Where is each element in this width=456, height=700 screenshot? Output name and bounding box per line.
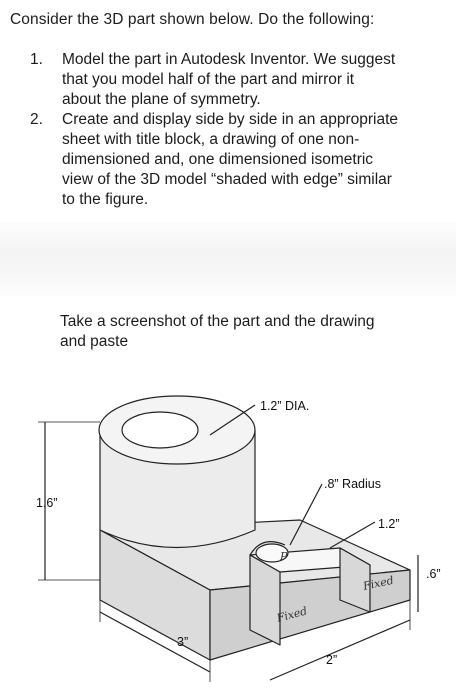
intro-text: Consider the 3D part shown below. Do the following: — [10, 11, 375, 28]
step-line: dimensioned and, one dimensioned isometric — [62, 151, 374, 168]
dim-length: 3” — [177, 635, 189, 649]
step-line: that you model half of the part and mirror it — [62, 71, 355, 88]
dim-thickness: .6” — [426, 567, 441, 581]
dim-width: 2” — [326, 653, 338, 667]
step-number: 2. — [30, 111, 43, 128]
handwritten-fixed-1: Fixed — [275, 604, 309, 625]
note-line: Take a screenshot of the part and the drawing — [60, 313, 375, 330]
step-2 — [30, 110, 446, 210]
dim-radius: .8” Radius — [324, 477, 381, 491]
step-line: sheet with title block, a drawing of one non- — [62, 131, 360, 148]
step-line: Create and display side by side in an appropriate — [62, 111, 399, 128]
cylinder-hole — [122, 412, 198, 448]
handwritten-point: P — [280, 550, 288, 563]
note-line: and paste — [60, 333, 129, 350]
step-line: Model the part in Autodesk Inventor. We suggest — [62, 51, 396, 68]
step-number: 1. — [30, 51, 43, 68]
dim-dia: 1.2” DIA. — [260, 399, 310, 413]
step-line: about the plane of symmetry. — [62, 91, 261, 108]
dim-slot-width: 1.2” — [378, 517, 400, 531]
note-text — [60, 312, 440, 352]
isometric-part-figure — [0, 382, 456, 700]
step-1 — [30, 50, 446, 110]
instruction-list — [30, 50, 446, 210]
step-line: to the figure. — [62, 191, 149, 208]
dim-height: 1.6” — [36, 496, 58, 510]
handwritten-fixed-2: Fixed — [361, 573, 395, 593]
erased-region — [0, 222, 456, 297]
step-line: view of the 3D model “shaded with edge” similar — [62, 171, 392, 188]
